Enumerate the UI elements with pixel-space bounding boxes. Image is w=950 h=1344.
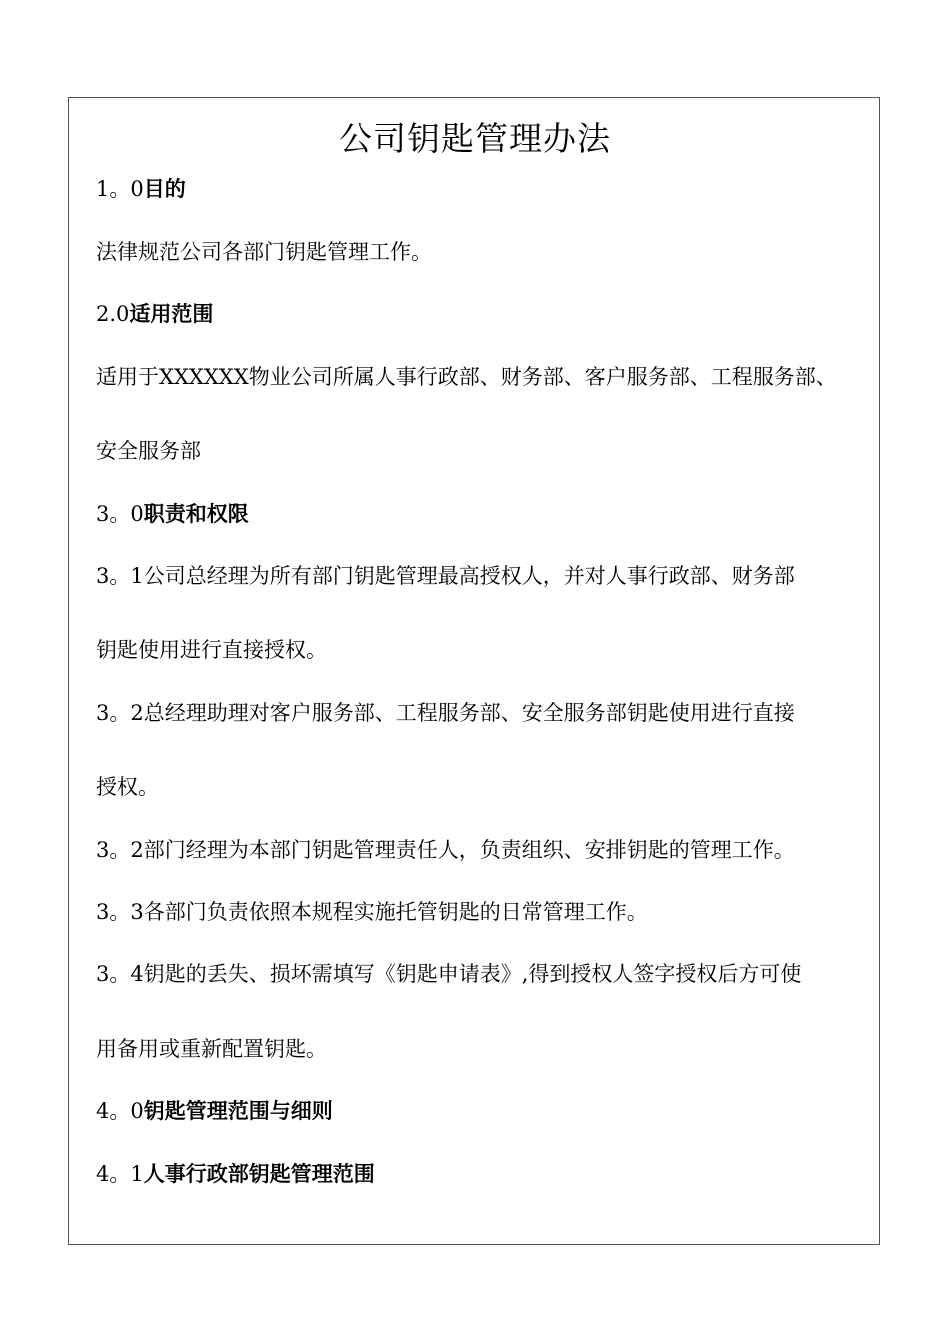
document-frame	[68, 97, 880, 1245]
section-heading-responsibilities	[96, 500, 249, 528]
section-heading-text: 钥匙管理范围与细则	[143, 1099, 333, 1123]
section-heading-text: 适用范围	[129, 302, 214, 326]
paragraph-line: 3。2总经理助理对客户服务部、工程服务部、安全服务部钥匙使用进行直接	[96, 701, 795, 725]
section-number: 1。0	[96, 177, 144, 201]
section-heading-hr-admin	[96, 1160, 375, 1188]
section-number: 4。1	[96, 1162, 144, 1186]
section-number: 2.0	[96, 302, 130, 326]
section-heading-scope	[96, 300, 213, 328]
paragraph-line: 法律规范公司各部门钥匙管理工作。	[96, 240, 432, 264]
section-heading-key-management	[96, 1097, 333, 1125]
document-title: 公司钥匙管理办法	[339, 119, 611, 158]
section-number: 3。0	[96, 502, 144, 526]
paragraph-line: 钥匙使用进行直接授权。	[96, 638, 327, 662]
section-heading-purpose	[96, 175, 186, 203]
paragraph-line: 3。1公司总经理为所有部门钥匙管理最高授权人，并对人事行政部、财务部	[96, 564, 795, 588]
section-number: 4。0	[96, 1099, 144, 1123]
section-heading-text: 目的	[143, 177, 186, 201]
paragraph-line: 安全服务部	[96, 439, 201, 463]
section-heading-text: 人事行政部钥匙管理范围	[143, 1162, 375, 1186]
paragraph-line: 用备用或重新配置钥匙。	[96, 1037, 327, 1061]
paragraph-line: 授权。	[96, 775, 159, 799]
paragraph-line: 适用于XXXXXX物业公司所属人事行政部、财务部、客户服务部、工程服务部、	[96, 365, 837, 389]
section-heading-text: 职责和权限	[143, 502, 249, 526]
paragraph-line: 3。2部门经理为本部门钥匙管理责任人，负责组织、安排钥匙的管理工作。	[96, 838, 795, 862]
paragraph-line: 3。3各部门负责依照本规程实施托管钥匙的日常管理工作。	[96, 900, 648, 924]
paragraph-line: 3。4钥匙的丢失、损坏需填写《钥匙申请表》,得到授权人签字授权后方可使	[96, 962, 802, 986]
